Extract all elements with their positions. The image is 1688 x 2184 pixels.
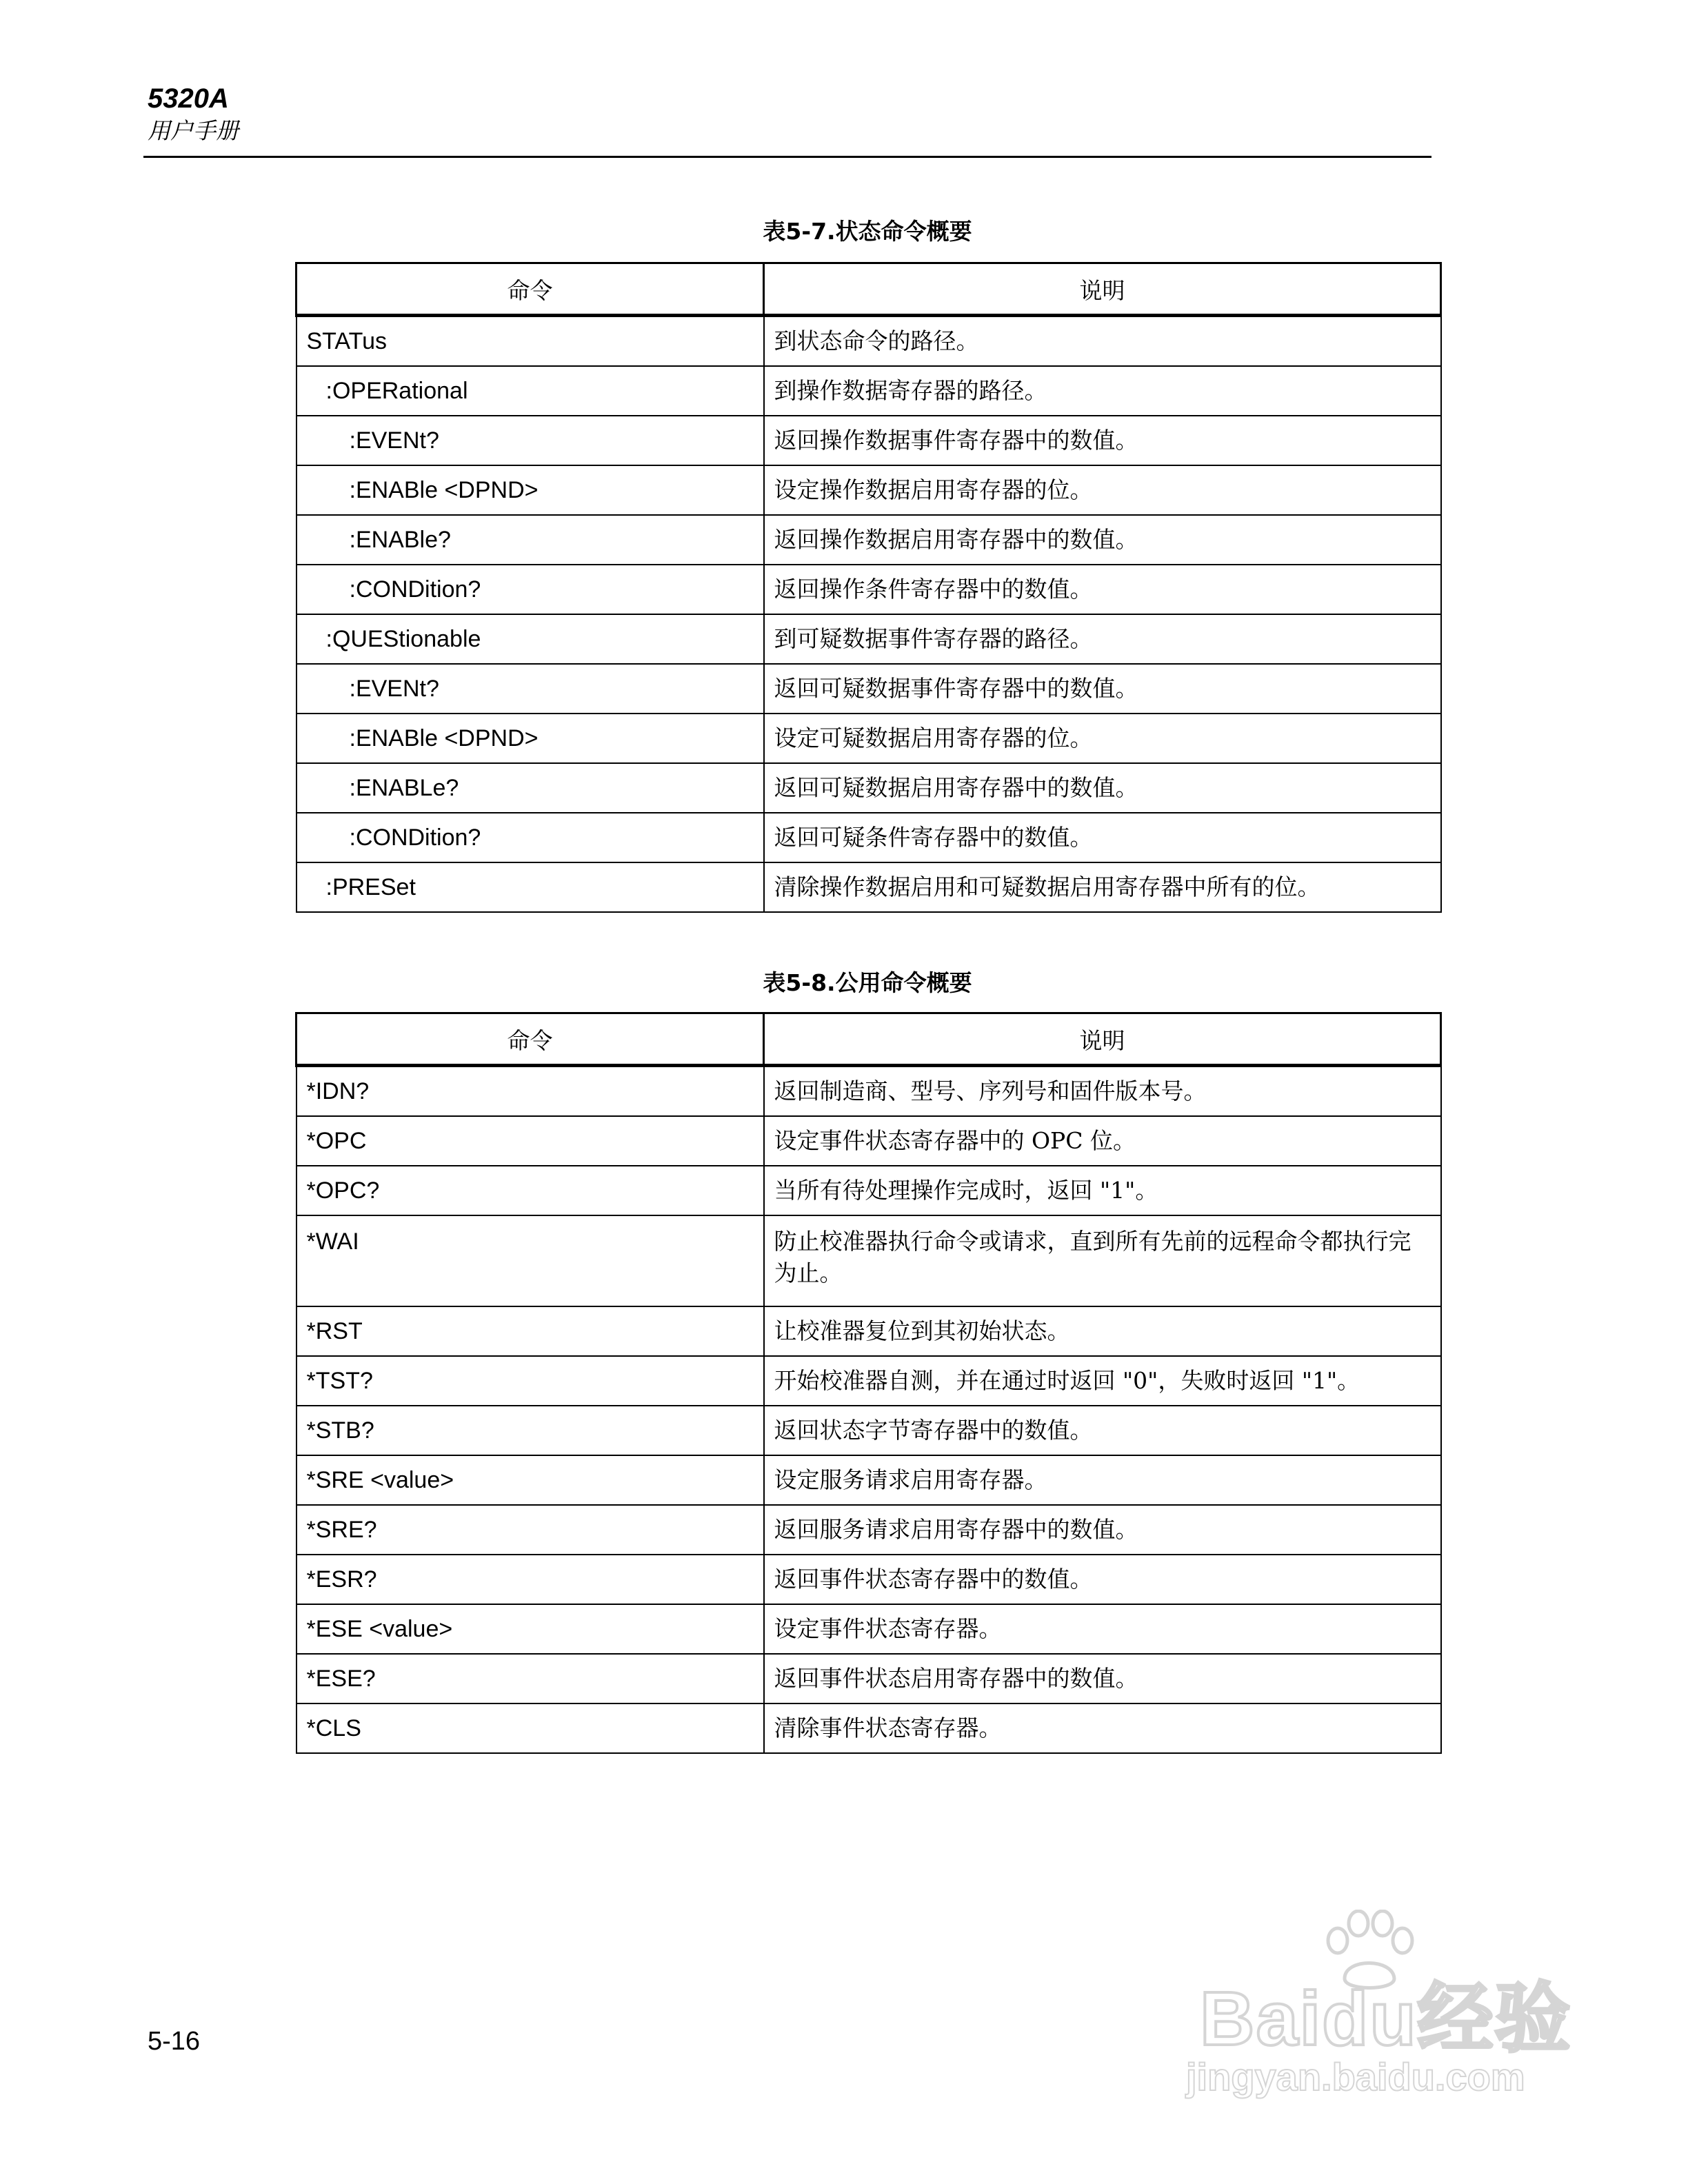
column-header-command: 命令 [297, 1013, 764, 1066]
description-cell: 返回状态字节寄存器中的数值。 [764, 1406, 1441, 1455]
command-cell: *OPC [297, 1116, 764, 1166]
command-cell: :EVENt? [297, 416, 764, 465]
column-header-description: 说明 [764, 263, 1441, 316]
description-cell: 返回可疑数据事件寄存器中的数值。 [764, 664, 1441, 714]
table-row [297, 1166, 1441, 1215]
description-cell: 返回操作数据事件寄存器中的数值。 [764, 416, 1441, 465]
page-header [148, 81, 239, 146]
description-cell: 清除操作数据启用和可疑数据启用寄存器中所有的位。 [764, 862, 1441, 912]
table-row [297, 316, 1441, 367]
description-cell: 返回操作条件寄存器中的数值。 [764, 565, 1441, 614]
description-cell: 防止校准器执行命令或请求，直到所有先前的远程命令都执行完为止。 [764, 1215, 1441, 1306]
header-model: 5320A [148, 83, 229, 114]
table-row [297, 1654, 1441, 1703]
table-row [297, 1406, 1441, 1455]
table-row [297, 366, 1441, 416]
description-cell: 设定操作数据启用寄存器的位。 [764, 465, 1441, 515]
table-row [297, 714, 1441, 763]
description-cell: 返回制造商、型号、序列号和固件版本号。 [764, 1066, 1441, 1117]
description-cell: 返回事件状态寄存器中的数值。 [764, 1555, 1441, 1604]
command-cell: *TST? [297, 1356, 764, 1406]
table-row [297, 1066, 1441, 1117]
description-cell: 设定可疑数据启用寄存器的位。 [764, 714, 1441, 763]
description-cell: 清除事件状态寄存器。 [764, 1703, 1441, 1753]
header-subtitle: 用户手册 [148, 117, 239, 144]
command-cell: *STB? [297, 1406, 764, 1455]
table-row [297, 1555, 1441, 1604]
command-cell: :ENABLe? [297, 763, 764, 813]
watermark-url: jingyan.baidu.com [1186, 2055, 1525, 2099]
command-cell: :CONDition? [297, 565, 764, 614]
description-cell: 设定服务请求启用寄存器。 [764, 1455, 1441, 1505]
table-row [297, 416, 1441, 465]
command-cell: :ENABle <DPND> [297, 714, 764, 763]
command-cell: :ENABle? [297, 515, 764, 565]
table-header-row [297, 263, 1441, 316]
column-header-command: 命令 [297, 263, 764, 316]
table1-caption: 表5-7.状态命令概要 [763, 218, 972, 245]
table2-caption: 表5-8.公用命令概要 [763, 969, 972, 996]
table-row [297, 664, 1441, 714]
table-row [297, 614, 1441, 664]
description-cell: 返回操作数据启用寄存器中的数值。 [764, 515, 1441, 565]
description-cell: 开始校准器自测，并在通过时返回 "0"，失败时返回 "1"。 [764, 1356, 1441, 1406]
command-cell: :QUEStionable [297, 614, 764, 664]
command-cell: :CONDition? [297, 813, 764, 862]
baidu-watermark [1172, 1910, 1586, 2116]
description-cell: 到可疑数据事件寄存器的路径。 [764, 614, 1441, 664]
header-rule [143, 156, 1431, 158]
description-cell: 到操作数据寄存器的路径。 [764, 366, 1441, 416]
column-header-description: 说明 [764, 1013, 1441, 1066]
description-cell: 返回事件状态启用寄存器中的数值。 [764, 1654, 1441, 1703]
command-cell: :ENABle <DPND> [297, 465, 764, 515]
command-cell: :PRESet [297, 862, 764, 912]
command-cell: :OPERational [297, 366, 764, 416]
command-cell: *ESE? [297, 1654, 764, 1703]
command-cell: STATus [297, 316, 764, 367]
status-commands-table [295, 262, 1442, 913]
description-cell: 返回可疑条件寄存器中的数值。 [764, 813, 1441, 862]
command-cell: *SRE? [297, 1505, 764, 1555]
description-cell: 到状态命令的路径。 [764, 316, 1441, 367]
table-row [297, 1116, 1441, 1166]
table-row [297, 1455, 1441, 1505]
description-cell: 返回服务请求启用寄存器中的数值。 [764, 1505, 1441, 1555]
table-row [297, 862, 1441, 912]
common-commands-table [295, 1012, 1442, 1754]
description-cell: 当所有待处理操作完成时，返回 "1"。 [764, 1166, 1441, 1215]
command-cell: *OPC? [297, 1166, 764, 1215]
table-row [297, 515, 1441, 565]
command-cell: *SRE <value> [297, 1455, 764, 1505]
table-header-row [297, 1013, 1441, 1066]
page-number: 5-16 [148, 2027, 201, 2056]
table-row [297, 1215, 1441, 1306]
description-cell: 让校准器复位到其初始状态。 [764, 1306, 1441, 1356]
table-row [297, 1703, 1441, 1753]
table-row [297, 1604, 1441, 1654]
command-cell: *WAI [297, 1215, 764, 1306]
table-row [297, 465, 1441, 515]
watermark-brand: Baidu经验 [1200, 1976, 1572, 2061]
command-cell: *ESR? [297, 1555, 764, 1604]
command-cell: *RST [297, 1306, 764, 1356]
command-cell: *ESE <value> [297, 1604, 764, 1654]
table-row [297, 1505, 1441, 1555]
command-cell: *IDN? [297, 1066, 764, 1117]
description-cell: 返回可疑数据启用寄存器中的数值。 [764, 763, 1441, 813]
table-row [297, 1306, 1441, 1356]
command-cell: :EVENt? [297, 664, 764, 714]
table-row [297, 763, 1441, 813]
description-cell: 设定事件状态寄存器中的 OPC 位。 [764, 1116, 1441, 1166]
command-cell: *CLS [297, 1703, 764, 1753]
description-cell: 设定事件状态寄存器。 [764, 1604, 1441, 1654]
table-row [297, 1356, 1441, 1406]
table-row [297, 813, 1441, 862]
table-row [297, 565, 1441, 614]
